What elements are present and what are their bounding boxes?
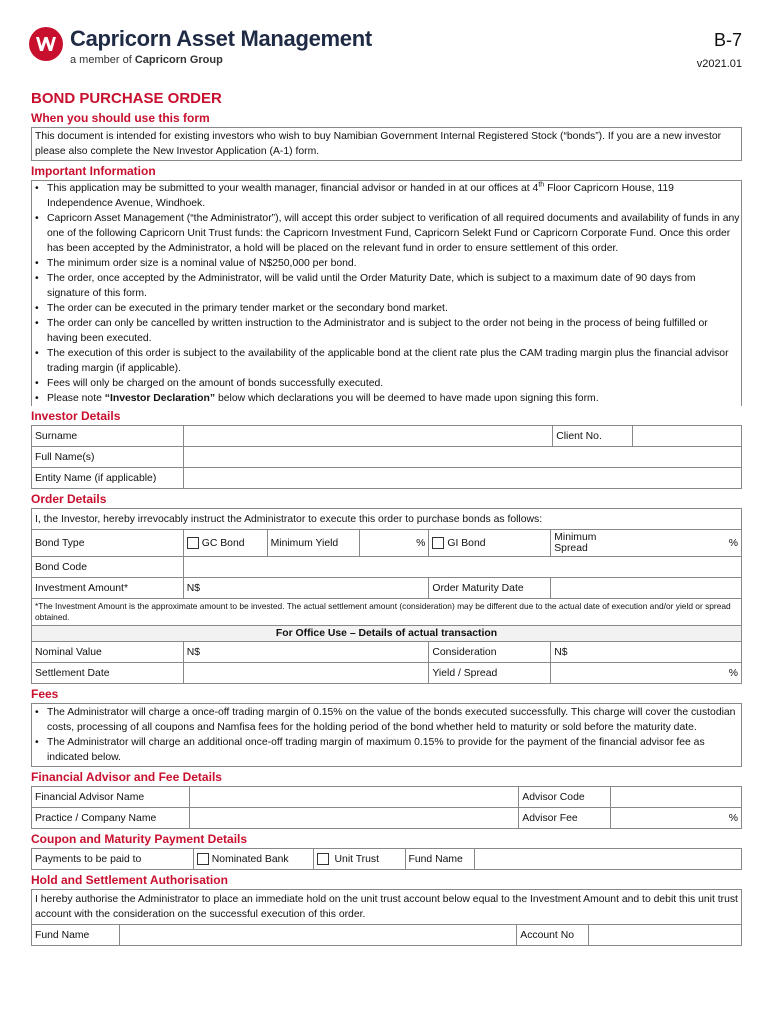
- advisor-table: [31, 786, 742, 829]
- advisor-code-label: Advisor Code: [519, 787, 611, 808]
- fees-box: [31, 703, 742, 767]
- entity-field[interactable]: [183, 468, 741, 489]
- unit-trust-checkbox[interactable]: [317, 853, 329, 865]
- account-no-field[interactable]: [589, 925, 742, 946]
- nominal-value-label: Nominal Value: [32, 642, 184, 663]
- full-names-field[interactable]: [183, 447, 741, 468]
- important-box: [31, 180, 742, 406]
- consideration-field[interactable]: N$: [551, 642, 742, 663]
- list-item: • The Administrator will charge an additional once-off trading margin of maximum 0.15% to provide for the payment of the financial advisor fee as indicated below.: [35, 735, 741, 765]
- list-item: • The order can be executed in the primary tender market or the secondary bond market.: [35, 301, 741, 316]
- full-names-label: Full Name(s): [32, 447, 184, 468]
- page-title: BOND PURCHASE ORDER: [31, 90, 222, 107]
- hold-table: [31, 889, 742, 946]
- hold-fund-name-field[interactable]: [119, 925, 516, 946]
- important-heading: Important Information: [31, 164, 156, 178]
- client-no-label: Client No.: [553, 426, 633, 447]
- gi-bond-checkbox[interactable]: [432, 537, 444, 549]
- fund-name-label: Fund Name: [405, 849, 475, 870]
- advisor-fee-label: Advisor Fee: [519, 808, 611, 829]
- settlement-date-label: Settlement Date: [32, 663, 184, 684]
- surname-field[interactable]: [183, 426, 552, 447]
- nominated-bank-option[interactable]: Nominated Bank: [193, 849, 313, 870]
- bond-type-label: Bond Type: [32, 530, 184, 557]
- surname-label: Surname: [32, 426, 184, 447]
- brand-name: Capricorn Asset Management: [70, 26, 372, 51]
- advisor-heading: Financial Advisor and Fee Details: [31, 770, 222, 784]
- yield-spread-field[interactable]: %: [551, 663, 742, 684]
- investor-heading: Investor Details: [31, 409, 121, 423]
- list-item: • The order, once accepted by the Administrator, will be valid until the Order Maturity Date, which is subject to a maximum date of 90 days from signature of this form.: [35, 271, 741, 301]
- gc-bond-checkbox[interactable]: [187, 537, 199, 549]
- when-heading: When you should use this form: [31, 111, 210, 125]
- advisor-code-field[interactable]: [611, 787, 742, 808]
- form-version: v2021.01: [696, 58, 742, 70]
- nominated-bank-checkbox[interactable]: [197, 853, 209, 865]
- hold-text: I hereby authorise the Administrator to place an immediate hold on the unit trust account below equal to the Investment Amount and to debit this unit trust account with the consideration on the successful execution of this order.: [32, 890, 742, 925]
- list-item: • Please note “Investor Declaration” below which declarations you will be deemed to have made upon signing this form.: [35, 391, 741, 406]
- nominal-value-field[interactable]: N$: [183, 642, 429, 663]
- maturity-date-label: Order Maturity Date: [429, 578, 551, 599]
- list-item: • The minimum order size is a nominal value of N$250,000 per bond.: [35, 256, 741, 271]
- bond-code-field[interactable]: [183, 557, 741, 578]
- gi-bond-option[interactable]: GI Bond: [429, 530, 551, 557]
- investment-footnote: *The Investment Amount is the approximate amount to be invested. The actual settlement amount (consideration) may be different due to the actual date of execution and/or yield or spread obtained.: [32, 599, 742, 626]
- client-no-field[interactable]: [633, 426, 742, 447]
- bond-code-label: Bond Code: [32, 557, 184, 578]
- fees-list: [32, 705, 741, 765]
- unit-trust-option[interactable]: Unit Trust: [313, 849, 405, 870]
- list-item: • Fees will only be charged on the amount of bonds successfully executed.: [35, 376, 741, 391]
- practice-label: Practice / Company Name: [32, 808, 190, 829]
- order-instruction: I, the Investor, hereby irrevocably instruct the Administrator to execute this order to purchase bonds as follows:: [32, 509, 742, 530]
- min-spread-field[interactable]: %: [621, 530, 742, 557]
- min-yield-field[interactable]: %: [359, 530, 429, 557]
- list-item: • The execution of this order is subject to the availability of the applicable bond at the client rate plus the CAM trading margin plus the financial advisor trading margin (if applicable).: [35, 346, 741, 376]
- account-no-label: Account No: [517, 925, 589, 946]
- company-logo: [28, 26, 372, 66]
- advisor-name-label: Financial Advisor Name: [32, 787, 190, 808]
- paid-to-label: Payments to be paid to: [32, 849, 194, 870]
- form-code: B-7: [713, 30, 742, 50]
- when-text: This document is intended for existing investors who wish to buy Namibian Government Internal Registered Stock (“bonds”). If you are a new investor please also complete the New Investor Application (A-1) form.: [31, 127, 742, 161]
- list-item: • The order can only be cancelled by written instruction to the Administrator and is subject to the order not being in the process of being fulfilled or having been executed.: [35, 316, 741, 346]
- list-item: • The Administrator will charge a once-off trading margin of 0.15% on the value of the bonds executed successfully. This charge will cover the custodian costs, processing of all coupons and Namfisa fees for the holding period of the bond whether held to maturity or sold before the maturity date.: [35, 705, 741, 735]
- advisor-fee-field[interactable]: %: [611, 808, 742, 829]
- order-table: [31, 508, 742, 684]
- investor-table: [31, 425, 742, 489]
- maturity-date-field[interactable]: [551, 578, 742, 599]
- capricorn-logo-icon: [28, 26, 64, 62]
- investment-amount-label: Investment Amount*: [32, 578, 184, 599]
- consideration-label: Consideration: [429, 642, 551, 663]
- entity-label: Entity Name (if applicable): [32, 468, 184, 489]
- min-spread-label: Minimum Spread: [551, 530, 621, 557]
- fund-name-field[interactable]: [475, 849, 742, 870]
- min-yield-label: Minimum Yield: [267, 530, 359, 557]
- coupon-table: [31, 848, 742, 870]
- list-item: • This application may be submitted to your wealth manager, financial advisor or handed in at our offices at 4th Floor Capricorn House, 119 Independence Avenue, Windhoek.: [35, 181, 741, 211]
- hold-heading: Hold and Settlement Authorisation: [31, 873, 228, 887]
- advisor-name-field[interactable]: [189, 787, 518, 808]
- list-item: • Capricorn Asset Management (“the Administrator”), will accept this order subject to verification of all required documents and availability of funds in any one of the following Capricorn Unit Trust funds: the Capricorn Investment Fund, Capricorn Selekt Fund or Capricorn Corporate Fund. Once this order has been accepted by the Administrator, a hold will be placed on the relevant fund in order to ensure settlement of this order.: [35, 211, 741, 256]
- coupon-heading: Coupon and Maturity Payment Details: [31, 832, 248, 846]
- fees-heading: Fees: [31, 687, 59, 701]
- hold-fund-name-label: Fund Name: [32, 925, 120, 946]
- office-use-heading: For Office Use – Details of actual transaction: [32, 626, 742, 642]
- settlement-date-field[interactable]: [183, 663, 429, 684]
- order-heading: Order Details: [31, 492, 107, 506]
- yield-spread-label: Yield / Spread: [429, 663, 551, 684]
- important-list: [32, 181, 741, 406]
- investment-amount-field[interactable]: N$: [183, 578, 429, 599]
- gc-bond-option[interactable]: GC Bond: [183, 530, 267, 557]
- brand-subtitle: a member of Capricorn Group: [70, 54, 223, 66]
- practice-field[interactable]: [189, 808, 518, 829]
